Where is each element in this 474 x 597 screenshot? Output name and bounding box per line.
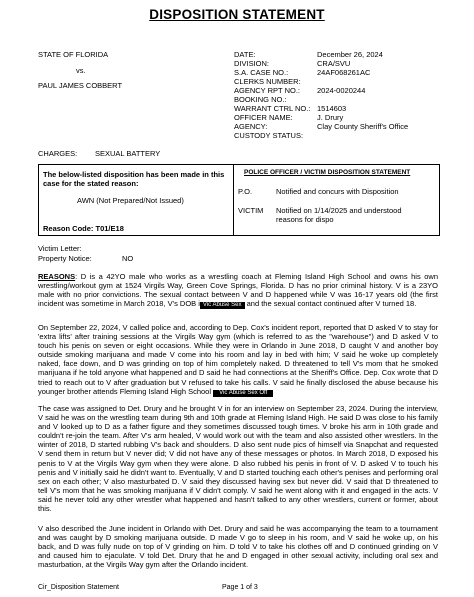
footer-form-name: Cir_Disposition Statement	[38, 584, 119, 591]
case-info-row	[234, 113, 464, 122]
victim-text-line2: reasons for dispo	[276, 215, 334, 224]
case-info-row	[234, 86, 464, 95]
case-info-value: 2024-0020244	[317, 86, 366, 95]
reasons-paragraph	[38, 272, 438, 309]
case-info-value	[317, 95, 464, 104]
disposition-boxes	[38, 164, 440, 236]
state-label: STATE OF FLORIDA	[38, 50, 109, 59]
case-info-value: J. Drury	[317, 113, 344, 122]
case-info-row	[234, 59, 464, 68]
charges-label: CHARGES:	[38, 149, 78, 158]
redaction-box-2: Vic Abuse Sex Off	[213, 390, 273, 397]
case-info-key: AGENCY RPT NO.:	[234, 86, 300, 95]
reason-code: Reason Code: T01/E18	[43, 224, 124, 233]
case-info-key: CLERKS NUMBER:	[234, 77, 301, 86]
reason-heading-line1: The below-listed disposition has been made in this	[43, 170, 225, 179]
case-info-key: BOOKING NO.:	[234, 95, 287, 104]
case-info-key: AGENCY:	[234, 122, 268, 131]
disposition-reason: AWN (Not Prepared/Not Issued)	[77, 196, 184, 205]
versus-label: vs.	[76, 66, 86, 75]
officer-victim-heading: POLICE OFFICER / VICTIM DISPOSITION STATEMENT	[244, 169, 411, 176]
case-info-key: DATE:	[234, 50, 256, 59]
po-label: P.O.	[238, 187, 253, 196]
case-info-row	[234, 95, 464, 104]
case-info-row	[234, 122, 464, 131]
case-info-value	[317, 77, 464, 86]
reason-heading-line2: case for the stated reason:	[43, 179, 139, 188]
property-notice-value: NO	[122, 254, 134, 263]
case-info-key: CUSTODY STATUS:	[234, 131, 304, 140]
disposition-reason-box	[39, 165, 234, 235]
reasons-text-a: : D is a 42YO male who works as a wrestling coach at Fleming Island High School and owns his own wrestling/workout gym at 1524 Virgils Way, Green Cove Springs, Florida. D has no prior criminal history. V is a 23YO male with no prior convictions. The sexual contact between V and D happened while V was 16-17 years old (the first incident was sometime in March 2018, V's DOB i	[38, 272, 438, 309]
victim-label: VICTIM	[238, 206, 264, 215]
case-info-block	[234, 50, 464, 140]
property-notice-label: Property Notice:	[38, 254, 92, 263]
reasons-label: REASONS	[38, 272, 76, 281]
case-info-value: December 26, 2024	[317, 50, 383, 59]
case-info-value: 1514603	[317, 104, 347, 113]
case-info-row	[234, 77, 464, 86]
case-info-value: CRA/SVU	[317, 59, 351, 68]
officer-victim-box	[234, 165, 439, 235]
case-info-row	[234, 104, 464, 113]
case-info-row	[234, 50, 464, 59]
footer-page-number: Page 1 of 3	[222, 584, 258, 591]
charges-value: SEXUAL BATTERY	[95, 149, 161, 158]
orlando-paragraph: V also described the June incident in Orlando with Det. Drury and said he was accompanying the team to a tournament and was caught by D smoking marijuana outside. D made V go to sleep in his room, and V said he woke up, on his back, and D was fully nude on top of V grinding on him. D told V to take his clothes off and D continued grinding on V and caused him to ejaculate. V told Det. Drury that he and D engaged in other sexual activity, including oral sex and masturbation, at the Virgils Way gym after the Orlando incident.	[38, 524, 438, 570]
case-info-value: 24AF068261AC	[317, 68, 371, 77]
case-info-key: DIVISION:	[234, 59, 270, 68]
po-text: Notified and concurs with Disposition	[276, 187, 399, 196]
incident-report-text: On September 22, 2024, V called police and, according to Dep. Cox's incident report, reported that D asked V to stay for 'extra lifts' after training sessions at the Virgils Way gym (which is referred to as the "warehouse") and D asked V to touch his penis on seven or eight occasions. While they were in Orlando in June 2018, D caught V and another boy outside smoking marijuana and made V come into his room and lay in bed with him; V said he woke up completely naked, face down, and D was grinding on top of him completely naked. D threatened to tell V's mom that he smoked marijuana if he told anyone what happened and D said he had connections at the Sheriff's Office. Dep. Cox wrote that D tried to reach out to V after graduation but V refused to take his calls. V said he finally disclosed the abuse because his younger brother attends Fleming Island High School	[38, 323, 438, 396]
case-info-value: Clay County Sheriff's Office	[317, 122, 409, 131]
reasons-text-b: and the sexual contact continued after V turned 18.	[244, 299, 417, 309]
case-info-key: S.A. CASE NO.:	[234, 68, 289, 77]
victim-text-line1: Notified on 1/14/2025 and understood	[276, 206, 402, 215]
case-info-key: OFFICER NAME:	[234, 113, 293, 122]
case-info-value	[317, 131, 464, 140]
defendant-name: PAUL JAMES COBBERT	[38, 81, 123, 90]
document-title: DISPOSITION STATEMENT	[149, 7, 325, 22]
case-info-key: WARRANT CTRL NO.:	[234, 104, 311, 113]
interview-paragraph: The case was assigned to Det. Drury and he brought V in for an interview on September 23, 2024. During the interview, V said he was on the wrestling team during 9th and 10th grade at Fleming Island High. He said D was close to his family and V looked up to D as a father figure and they sometimes discussed tough times. V broke his arm in 10th grade and couldn't re-join the team. After V's arm healed, V would work out with the team and also assisted other wrestlers. In the winter of 2018, D started rubbing V's back and shoulders. D also sent nude pics of himself via Snapchat and requested V send them in return but V never did; V did not have any of these messages or photos. In March 2018, D exposed his penis to V at the Virgils Way gym when they were alone. D also rubbed his penis in front of V. D asked V to touch his penis and V initially said he didn't want to. Eventually, V and D started touching each other's penises and performing oral sex on each other; V also masturbated D. V said they discussed having sex but never did. V said that D threatened to tell V's mom that he was smoking marijuana if V didn't comply. V said he went along with it and engaged in the acts. V said he never told any other wrestler what happened and hasn't talked to any other wrestlers, current or former, about this.	[38, 404, 438, 514]
redaction-box-1: Vic Abuse Sex	[200, 302, 245, 309]
victim-letter-label: Victim Letter:	[38, 244, 82, 253]
incident-report-paragraph	[38, 323, 438, 397]
case-info-row	[234, 68, 464, 77]
case-info-row	[234, 131, 464, 140]
